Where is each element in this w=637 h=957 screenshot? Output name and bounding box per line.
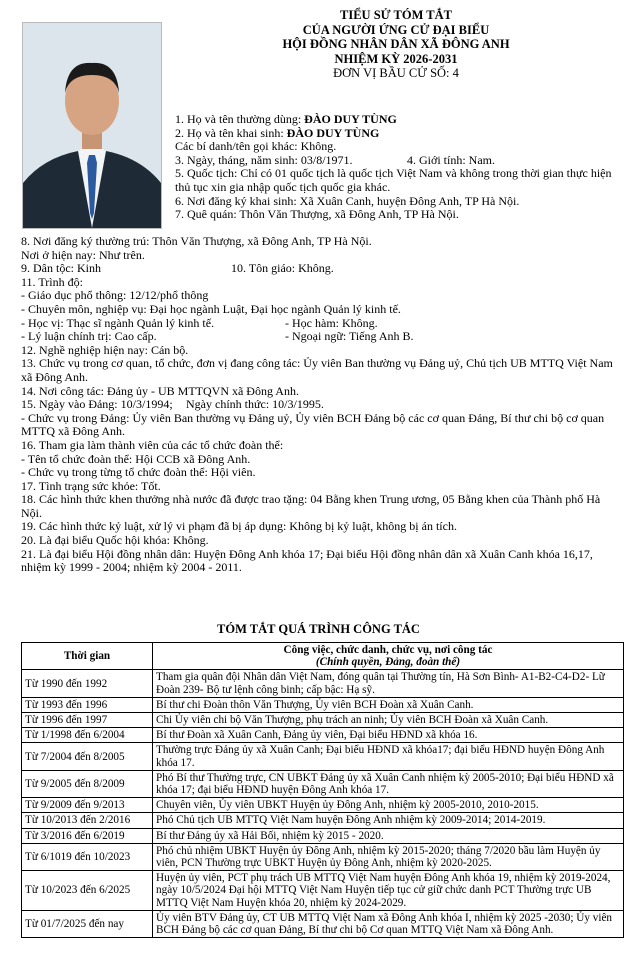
table-row xyxy=(22,697,624,712)
row-time: Từ 9/2005 đến 8/2009 xyxy=(22,770,153,797)
row-job: Ủy viên BTV Đảng ủy, CT UB MTTQ Việt Nam xã Đông Anh khóa I, nhiệm kỳ 2025 -2030; Ủy viên BCH Đảng bộ các cơ quan Đảng, Bí thư chi bộ Cơ quan MTTQ Việt Nam xã Đông Anh. xyxy=(153,910,624,937)
row-job: Bí thư chi Đoàn thôn Văn Thượng, Ủy viên BCH Đoàn xã Xuân Canh. xyxy=(153,697,624,712)
row-job: Chuyên viên, Ủy viên UBKT Huyện ủy Đông Anh, nhiệm kỳ 2005-2010, 2010-2015. xyxy=(153,798,624,813)
table-row xyxy=(22,713,624,728)
bio-line-12: 12. Nghề nghiệp hiện nay: Cán bộ. xyxy=(21,342,189,357)
row-time: Từ 10/2023 đến 6/2025 xyxy=(22,871,153,911)
bio-line-7: 7. Quê quán: Thôn Văn Thượng, xã Đông Anh, TP Hà Nội. xyxy=(175,207,459,222)
table-row xyxy=(22,828,624,843)
bio-line-18: 18. Các hình thức khen thưởng nhà nước đã được trao tặng: 04 Bằng khen Trung ương, 05 Bằng khen của Thành phố Hà Nội. xyxy=(21,492,601,520)
bio-line-3-4: 3. Ngày, tháng, năm sinh: 03/8/1971. 4. Giới tính: Nam. xyxy=(175,152,496,167)
work-history-table xyxy=(21,642,624,938)
row-job: Huyện ủy viên, PCT phụ trách UB MTTQ Việt Nam huyện Đông Anh khóa 19, nhiệm kỳ 2019-2024, ngày 10/5/2024 Đại hội MTTQ Việt Nam Huyện tiếp tục cử giữ chức danh PCT Thường trực UB MTTQ Việt Nam Huyện khóa 20, nhiệm kỳ 2024-2029. xyxy=(153,871,624,911)
row-time: Từ 10/2013 đến 2/2016 xyxy=(22,813,153,828)
table-row xyxy=(22,843,624,870)
bio-line-15c: - Chức vụ trong Đảng: Ủy viên Ban thường vụ Đảng uỷ, Ủy viên BCH Đảng bộ các cơ quan Đảng, Bí thư chi bộ cơ quan MTTQ xã Đông Anh. xyxy=(21,410,605,439)
bio-main xyxy=(21,235,621,575)
bio-line-8b: Nơi ở hiện nay: Như trên. xyxy=(21,247,145,262)
bio-line-2b: Các bí danh/tên gọi khác: Không. xyxy=(175,139,337,154)
row-time: Từ 3/2016 đến 6/2019 xyxy=(22,828,153,843)
document-header xyxy=(175,8,617,81)
bio-line-16a: - Tên tổ chức đoàn thể: Hội CCB xã Đông Anh. xyxy=(21,451,251,466)
row-job: Thường trực Đảng ủy xã Xuân Canh; Đại biểu HĐND xã khóa17; đại biểu HĐND huyện Đông Anh khóa 17. xyxy=(153,743,624,770)
row-job: Phó Bí thư Thường trực, CN UBKT Đảng ủy xã Xuân Canh nhiệm kỳ 2005-2010; Đại biểu HĐND xã khóa 17; đại biểu HĐND huyện Đông Anh khóa 17. xyxy=(153,770,624,797)
table-row xyxy=(22,798,624,813)
header-term: NHIỆM KỲ 2026-2031 xyxy=(334,51,458,66)
header-council: HỘI ĐỒNG NHÂN DÂN XÃ ĐÔNG ANH xyxy=(282,37,510,51)
row-time: Từ 6/1019 đến 10/2023 xyxy=(22,843,153,870)
bio-line-9-10: 9. Dân tộc: Kinh 10. Tôn giáo: Không. xyxy=(21,261,334,276)
row-time: Từ 7/2004 đến 8/2005 xyxy=(22,743,153,770)
bio-line-16b: - Chức vụ trong từng tổ chức đoàn thể: Hội viên. xyxy=(21,465,256,480)
row-job: Phó Chủ tịch UB MTTQ Việt Nam huyện Đông Anh nhiệm kỳ 2009-2014; 2014-2019. xyxy=(153,813,624,828)
header-title: TIỂU SỬ TÓM TẮT xyxy=(340,8,452,22)
table-row xyxy=(22,728,624,743)
row-time: Từ 1/1998 đến 6/2004 xyxy=(22,728,153,743)
bio-line-8: 8. Nơi đăng ký thường trú: Thôn Văn Thượng, xã Đông Anh, TP Hà Nội. xyxy=(21,234,372,248)
table-row xyxy=(22,813,624,828)
bio-line-11b: - Chuyên môn, nghiệp vụ: Đại học ngành Luật, Đại học ngành Quản lý kinh tế. xyxy=(21,301,401,316)
row-job: Phó chủ nhiệm UBKT Huyện ủy Đông Anh, nhiệm kỳ 2015-2020; tháng 7/2020 bầu làm Huyện ủy viên, PCN Thường trực UBKT Huyện ủy Đông Anh, nhiệm kỳ 2020-2025. xyxy=(153,843,624,870)
bio-line-2: 2. Họ và tên khai sinh: ĐÀO DUY TÙNG xyxy=(175,125,380,140)
table-row xyxy=(22,770,624,797)
portrait-photo xyxy=(22,22,162,229)
row-time: Từ 1993 đến 1996 xyxy=(22,697,153,712)
bio-line-17: 17. Tình trạng sức khỏe: Tốt. xyxy=(21,478,161,493)
bio-line-11d: - Lý luận chính trị: Cao cấp. - Ngoại ngữ: Tiếng Anh B. xyxy=(21,329,414,344)
row-job: Tham gia quân đội Nhân dân Việt Nam, đóng quân tại Thường tín, Hà Sơn Bình- A1-B2-C4-D2- Lữ Đoàn 239- Bộ tư lệnh công binh; cấp bậc: Hạ sỹ. xyxy=(153,670,624,697)
table-row xyxy=(22,743,624,770)
row-time: Từ 1996 đến 1997 xyxy=(22,713,153,728)
bio-line-15: 15. Ngày vào Đảng: 10/3/1994; Ngày chính thức: 10/3/1995. xyxy=(21,397,324,412)
bio-line-11c: - Học vị: Thạc sĩ ngành Quản lý kinh tế. - Học hàm: Không. xyxy=(21,315,378,330)
bio-line-5: 5. Quốc tịch: Chỉ có 01 quốc tịch là quốc tịch Việt Nam và không trong thời gian thực hiện thủ tục xin gia nhập quốc tịch quốc gia khác. xyxy=(175,166,612,194)
col-header-time: Thời gian xyxy=(22,643,153,670)
table-row xyxy=(22,910,624,937)
bio-line-11: 11. Trình độ: xyxy=(21,274,83,289)
header-unit: ĐƠN VỊ BẦU CỬ SỐ: 4 xyxy=(333,66,459,80)
header-subtitle: CỦA NGƯỜI ỨNG CỬ ĐẠI BIỂU xyxy=(302,22,490,37)
work-history-title: TÓM TẮT QUÁ TRÌNH CÔNG TÁC xyxy=(217,622,420,636)
row-job: Chi Ủy viên chi bộ Văn Thượng, phụ trách an ninh; Ủy viên BCH Đoàn xã Xuân Canh. xyxy=(153,713,624,728)
table-row xyxy=(22,670,624,697)
bio-line-19: 19. Các hình thức kỷ luật, xử lý vi phạm đã bị áp dụng: Không bị kỷ luật, không bị án tích. xyxy=(21,519,457,534)
bio-line-13: 13. Chức vụ trong cơ quan, tổ chức, đơn vị đang công tác: Ủy viên Ban thường vụ Đảng uỷ, Chủ tịch UB MTTQ Việt Nam xã Đông Anh. xyxy=(21,356,613,384)
table-row xyxy=(22,871,624,911)
row-time: Từ 1990 đến 1992 xyxy=(22,670,153,697)
bio-line-20: 20. Là đại biểu Quốc hội khóa: Không. xyxy=(21,533,209,548)
table-header-row xyxy=(22,643,624,670)
row-time: Từ 01/7/2025 đến nay xyxy=(22,910,153,937)
bio-line-11a: - Giáo dục phổ thông: 12/12/phổ thông xyxy=(21,288,209,303)
row-time: Từ 9/2009 đến 9/2013 xyxy=(22,798,153,813)
col-header-job: Công việc, chức danh, chức vụ, nơi công tác (Chính quyền, Đảng, đoàn thể) xyxy=(153,643,624,670)
work-history-body xyxy=(22,670,624,938)
row-job: Bí thư Đoàn xã Xuân Canh, Đảng ủy viên, Đại biểu HĐND xã khóa 16. xyxy=(153,728,624,743)
bio-top xyxy=(175,113,620,222)
bio-line-16: 16. Tham gia làm thành viên của các tổ chức đoàn thể: xyxy=(21,437,284,452)
row-job: Bí thư Đảng ủy xã Hải Bối, nhiệm kỳ 2015 - 2020. xyxy=(153,828,624,843)
bio-line-21: 21. Là đại biểu Hội đồng nhân dân: Huyện Đông Anh khóa 17; Đại biểu Hội đồng nhân dân xã Xuân Canh khóa 16,17, nhiệm kỳ 1999 - 2004; nhiệm kỳ 2004 - 2011. xyxy=(21,546,593,575)
bio-line-6: 6. Nơi đăng ký khai sinh: Xã Xuân Canh, huyện Đông Anh, TP Hà Nội. xyxy=(175,193,520,208)
bio-line-1: 1. Họ và tên thường dùng: ĐÀO DUY TÙNG xyxy=(175,112,397,126)
bio-line-14: 14. Nơi công tác: Đảng ủy - UB MTTQVN xã Đông Anh. xyxy=(21,383,299,398)
